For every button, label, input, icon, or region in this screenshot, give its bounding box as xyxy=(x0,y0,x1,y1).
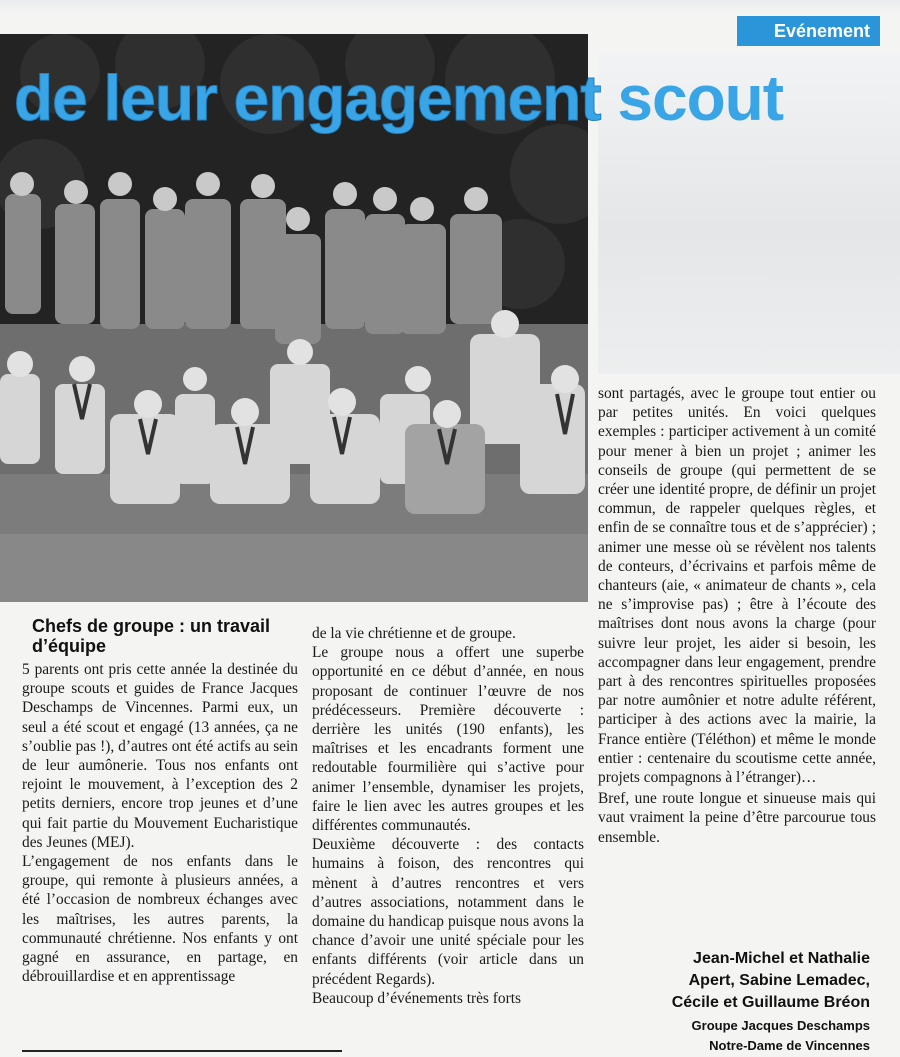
paragraph: Beaucoup d’événements très forts xyxy=(312,989,521,1007)
paragraph: Deuxième découverte : des contacts humains à foison, des rencontres qui mènent à d’autres rencontres et vers d’autres associations, notamment dans le domaine du handicap puisque nous avons la chance d’avoir une unité spéciale pour les enfants différents (voir article dans un précédent Regards). xyxy=(312,836,584,988)
paragraph: de la vie chrétienne et de groupe. xyxy=(312,625,516,642)
signature-line: Jean-Michel et Nathalie xyxy=(693,950,870,967)
paragraph: L’engagement de nos enfants dans le groupe, qui remonte à plusieurs années, a été l’occasion de nombreux échanges avec les maîtrises, les autres parents, la communauté chrétienne. Nos enfants y ont gagné en assurance, en partage, en débrouillardise et en apprentissage xyxy=(22,853,298,986)
headline-part3: scout xyxy=(617,62,784,134)
signature-line: Apert, Sabine Lemadec, xyxy=(688,972,870,989)
headline-part1: de leur xyxy=(14,62,217,134)
paragraph: sont partagés, avec le groupe tout entier ou par petites unités. En voici quelques exemples : participer activement à un comité pour mener à bien un projet ; animer les conseils de groupe (qui permettent de se créer une identité propre, de définir un projet commun, de rappeler quelques règles, et enfin de se connaître tous et de s’apprécier) ; animer une messe où se révèlent nos talents de conteurs, d’écrivains et parfois même de chanteurs (aie, « animateur de chants », cela ne s’improvise pas) ; être à l’écoute des maîtrises dont nous avons la charge (pour suivre leur projet, les aider si besoin, les accompagner dans leur engagement, prendre part à des rencontres spirituelles proposées par notre aumônier et notre adulte référent, participer à des actions avec la mairie, la France entière (Téléthon) et même le monde entier : centenaire du scoutisme cette année, projets compagnons à l’étranger)… xyxy=(598,385,876,787)
article-column-3 xyxy=(598,384,876,847)
signature-group: Notre-Dame de Vincennes xyxy=(709,1038,870,1053)
article-column-1 xyxy=(22,660,298,986)
article-column-2 xyxy=(312,624,584,1008)
section-tag: Evénement xyxy=(737,16,880,46)
headline-part2: engagement xyxy=(233,62,601,134)
paragraph: 5 parents ont pris cette année la destinée du groupe scouts et guides de France Jacques Deschamps de Vincennes. Parmi eux, un seul a été scout et engagé (13 années, ça ne s’oublie pas !), d’autres ont été actifs au sein de leur aumônerie. Tous nos enfants ont rejoint le mouvement, à l’exception des 2 petits derniers, encore trop jeunes et d’une qui fait partie du Mouvement Eucharistique des Jeunes (MEJ). xyxy=(22,661,298,851)
article-heading: Chefs de groupe : un travail d’équipe xyxy=(32,616,271,656)
paragraph: Le groupe nous a offert une superbe opportunité en ce début d’année, en nous proposant de continuer l’œuvre de nos prédécesseurs. Première découverte : derrière les unités (190 enfants), les maîtrises et les encadrants forment une redoutable fourmilière qui s’active pour animer l’ensemble, dynamiser les projets, faire le lien avec les autres groupes et les différentes communautés. xyxy=(312,644,584,835)
page-top-strip xyxy=(0,0,900,14)
signature-line: Cécile et Guillaume Bréon xyxy=(671,994,870,1011)
signature-group: Groupe Jacques Deschamps xyxy=(691,1018,870,1033)
paragraph: Bref, une route longue et sinueuse mais qui vaut vraiment la peine d’être parcourue tous ensemble. xyxy=(598,790,876,846)
headline xyxy=(14,58,874,138)
bottom-rule xyxy=(22,1050,342,1056)
article-signature xyxy=(590,948,870,1056)
